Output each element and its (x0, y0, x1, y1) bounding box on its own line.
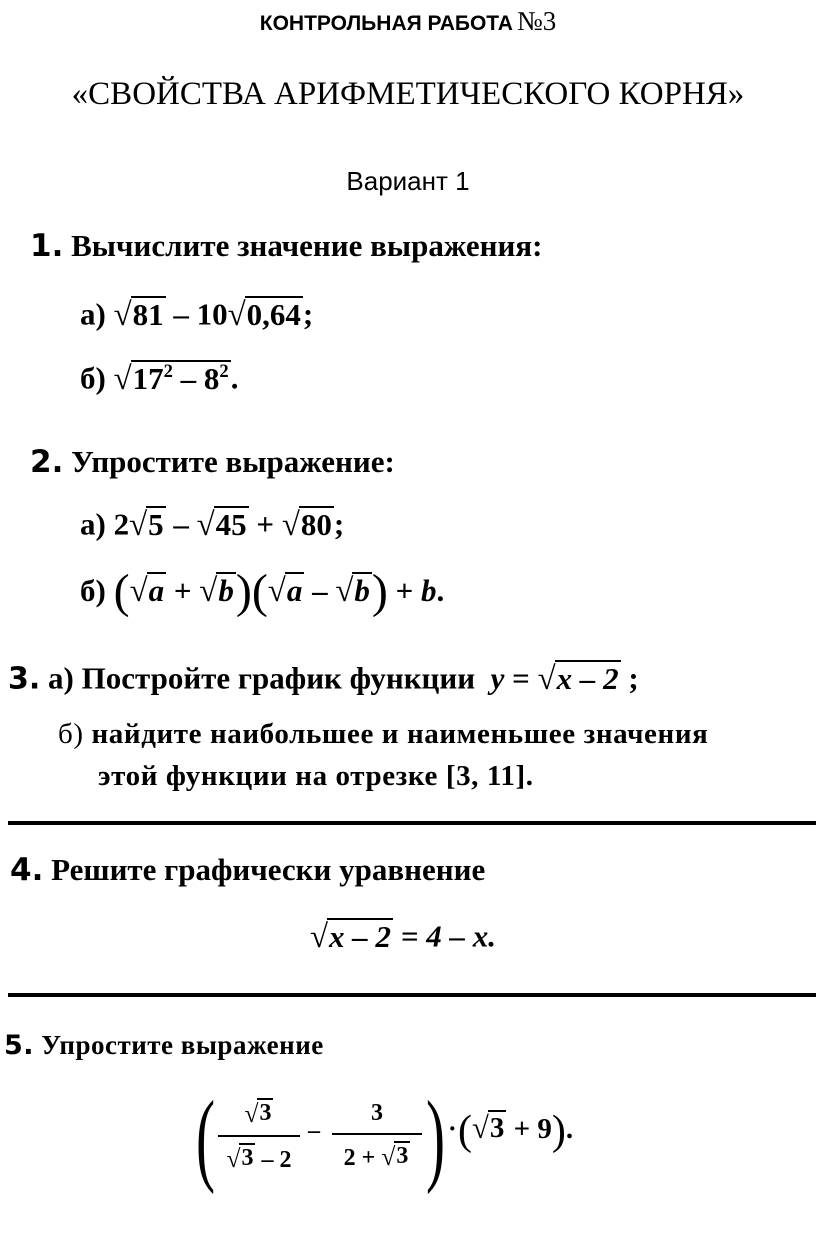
sqrt-a: √ a (129, 573, 165, 609)
task-1b: б) √ $17^2 - 8^2$ . (80, 360, 239, 397)
divider-2 (8, 993, 816, 997)
task-4-number: 4. (10, 852, 44, 888)
sqrt-81: √ 81 (113, 296, 164, 333)
sqrt-b: √ b (199, 573, 234, 609)
work-heading (0, 6, 816, 37)
task-2-text: Упростите выражение: (71, 444, 395, 479)
sqrt-x-minus-2-eq: √ x – 2 (310, 918, 392, 955)
variant-label: Вариант 1 (346, 166, 470, 196)
sqrt-5: √ 5 (129, 506, 164, 543)
work-number: №3 (516, 6, 557, 36)
task-4-equation: √ x – 2 = 4 – x. (310, 918, 496, 955)
task-5-title (4, 1030, 324, 1061)
sqrt-45: √ 45 (196, 506, 247, 543)
task-1a: а) √ 81 – 10 √ 0,64 ; (80, 296, 314, 333)
task-1-number: 1. (30, 228, 64, 264)
open-paren: ( (196, 1080, 216, 1195)
multiplier: ( √ 3 + 9). (458, 1108, 574, 1154)
task-5-text: Упростите выражение (41, 1030, 324, 1060)
sqrt-a-2: √ a (267, 573, 303, 609)
fraction-minus: – (308, 1118, 320, 1144)
sqrt-x-minus-2: √ x – 2 (537, 660, 619, 697)
task-2a: а) 2 √ 5 – √ 45 + √ 80 ; (80, 506, 345, 543)
task-1a-label: а) (80, 296, 106, 332)
work-title: «СВОЙСТВА АРИФМЕТИЧЕСКОГО КОРНЯ» (71, 76, 745, 112)
sqrt-80: √ 80 (281, 506, 332, 543)
task-3-number: 3. (8, 661, 41, 697)
task-4-text: Решите графически уравнение (51, 852, 486, 887)
work-label: КОНТРОЛЬНАЯ РАБОТА (259, 12, 513, 35)
fraction-1: √ 3 √ 3 – 2 (218, 1098, 300, 1174)
sqrt-difference-of-squares: √ $17^2 - 8^2$ (113, 360, 229, 397)
task-3b-cont: этой функции на отрезке [3, 11]. (98, 760, 534, 792)
task-3b: б) найдите наибольшее и наименьшее значения (58, 718, 709, 750)
divider-1 (8, 821, 816, 825)
task-5-number: 5. (4, 1030, 35, 1061)
f2-denominator-sqrt: √ 3 (381, 1141, 409, 1171)
task-1-text: Вычислите значение выражения: (71, 228, 543, 263)
fraction-2: 3 2 + √ 3 (332, 1100, 422, 1172)
task-2a-label: а) (80, 506, 106, 542)
task-2b: б) ( √ a + √ b )( √ a – √ b ) + b. (80, 565, 445, 618)
multiply-dot: · (448, 1114, 457, 1143)
task-3a: 3. а) Постройте график функции y = √ x – 2 ; (8, 660, 639, 697)
task-3b-label: б) (58, 718, 84, 750)
task-1b-label: б) (80, 360, 106, 396)
task-4-title (10, 852, 485, 888)
sqrt-b-2: √ b (335, 573, 370, 609)
task-1-title (30, 228, 542, 264)
task-5-expression (196, 1080, 596, 1200)
f1-denominator-sqrt: √ 3 (226, 1143, 254, 1173)
task-2-number: 2. (30, 444, 64, 480)
f1-numerator: √ 3 (244, 1098, 272, 1128)
task-2b-label: б) (80, 573, 106, 608)
multiplier-sqrt: √ 3 (472, 1111, 505, 1145)
task-2-title (30, 444, 395, 480)
close-paren: ) (426, 1080, 446, 1195)
sqrt-0-64: √ 0,64 (227, 296, 301, 333)
